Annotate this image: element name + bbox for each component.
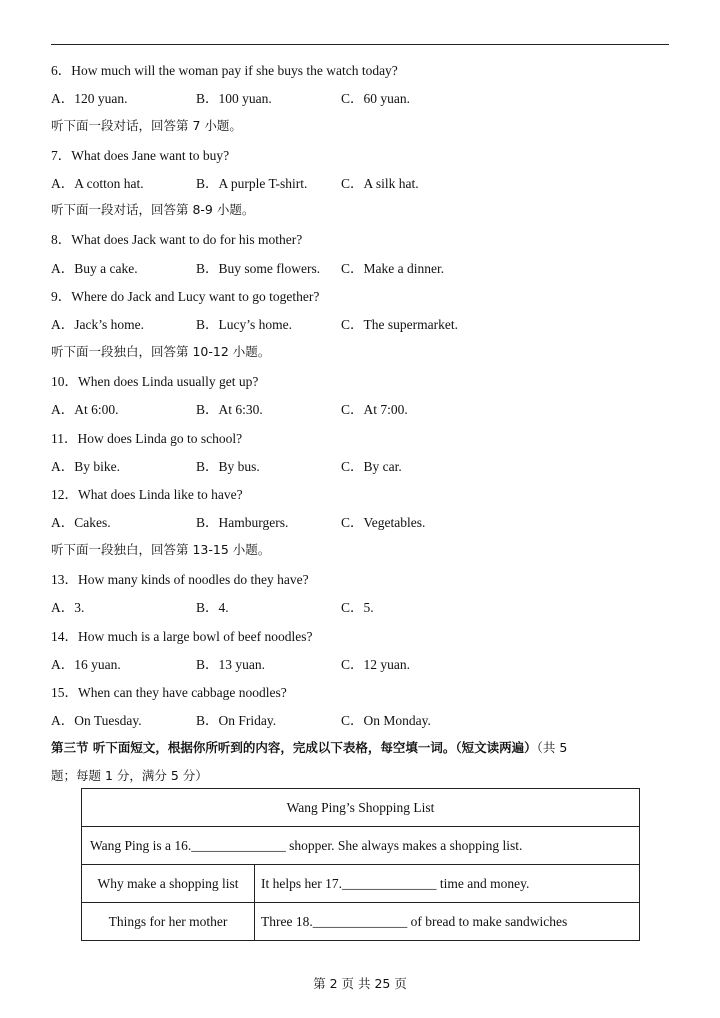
table-row (82, 789, 639, 826)
question-15: 15．When can they have cabbage noodles? (51, 685, 287, 700)
option-a: A．At 6:00. (51, 402, 119, 417)
instruction-7: 听下面一段对话，回答第 7 小题。 (51, 118, 242, 133)
section-3-score-start: （共 5 (536, 740, 568, 755)
option-c: C．A silk hat. (341, 176, 419, 191)
question-8: 8．What does Jack want to do for his mother? (51, 232, 303, 247)
option-c: C．At 7:00. (341, 402, 408, 417)
options-14 (51, 653, 651, 671)
options-13 (51, 596, 651, 614)
option-c: C．By car. (341, 459, 402, 474)
options-6 (51, 87, 651, 105)
option-a: A．16 yuan. (51, 657, 121, 672)
question-11: 11．How does Linda go to school? (51, 431, 243, 446)
page-footer: 第 2 页 共 25 页 (313, 976, 407, 991)
shopping-list-table (81, 788, 640, 941)
section-3-score: 题；每题 1 分，满分 5 分） (51, 768, 208, 783)
section-3-heading (51, 738, 669, 756)
question-9: 9．Where do Jack and Lucy want to go together? (51, 289, 320, 304)
option-a: A．3. (51, 600, 85, 615)
option-b: B．Buy some flowers. (196, 261, 321, 276)
option-c: C．Make a dinner. (341, 261, 445, 276)
table-cell-label: Why make a shopping list (82, 865, 255, 902)
option-a: A．On Tuesday. (51, 713, 142, 728)
option-a: A．A cotton hat. (51, 176, 144, 191)
instruction-13-15: 听下面一段独白，回答第 13-15 小题。 (51, 542, 271, 557)
option-a: A．By bike. (51, 459, 120, 474)
options-11 (51, 455, 651, 473)
option-c: C．5. (341, 600, 374, 615)
instruction-10-12: 听下面一段独白，回答第 10-12 小题。 (51, 344, 271, 359)
option-c: C．12 yuan. (341, 657, 410, 672)
table-cell-18: Three 18.______________ of bread to make sandwiches (261, 914, 568, 929)
options-10 (51, 398, 651, 416)
options-15 (51, 709, 651, 727)
table-row (82, 864, 639, 902)
options-12 (51, 511, 651, 529)
option-a: A．120 yuan. (51, 91, 128, 106)
options-7 (51, 172, 651, 190)
table-cell-label: Things for her mother (82, 903, 255, 940)
option-b: B．By bus. (196, 459, 260, 474)
option-c: C．Vegetables. (341, 515, 426, 530)
option-c: C．60 yuan. (341, 91, 410, 106)
table-cell-16: Wang Ping is a 16.______________ shopper. She always makes a shopping list. (90, 838, 523, 853)
table-title: Wang Ping’s Shopping List (286, 800, 435, 815)
header-rule (51, 44, 669, 45)
question-6: 6．How much will the woman pay if she buys the watch today? (51, 63, 398, 78)
option-b: B．A purple T-shirt. (196, 176, 308, 191)
option-b: B．At 6:30. (196, 402, 263, 417)
option-b: B．On Friday. (196, 713, 277, 728)
option-a: A．Jack’s home. (51, 317, 144, 332)
question-7: 7．What does Jane want to buy? (51, 148, 230, 163)
question-13: 13．How many kinds of noodles do they have? (51, 572, 309, 587)
option-b: B．4. (196, 600, 229, 615)
option-c: C．The supermarket. (341, 317, 458, 332)
table-cell-17: It helps her 17.______________ time and money. (261, 876, 530, 891)
option-a: A．Buy a cake. (51, 261, 138, 276)
option-a: A．Cakes. (51, 515, 111, 530)
option-b: B．Hamburgers. (196, 515, 289, 530)
option-b: B．100 yuan. (196, 91, 272, 106)
section-3-title: 第三节 听下面短文，根据你所听到的内容，完成以下表格，每空填一词。（短文读两遍） (51, 740, 537, 755)
option-b: B．13 yuan. (196, 657, 265, 672)
question-12: 12．What does Linda like to have? (51, 487, 243, 502)
options-9 (51, 313, 651, 331)
question-14: 14．How much is a large bowl of beef noodles? (51, 629, 313, 644)
question-10: 10．When does Linda usually get up? (51, 374, 259, 389)
table-row (82, 902, 639, 940)
option-c: C．On Monday. (341, 713, 431, 728)
options-8 (51, 257, 651, 275)
table-row (82, 826, 639, 864)
option-b: B．Lucy’s home. (196, 317, 292, 332)
instruction-8-9: 听下面一段对话，回答第 8-9 小题。 (51, 202, 255, 217)
